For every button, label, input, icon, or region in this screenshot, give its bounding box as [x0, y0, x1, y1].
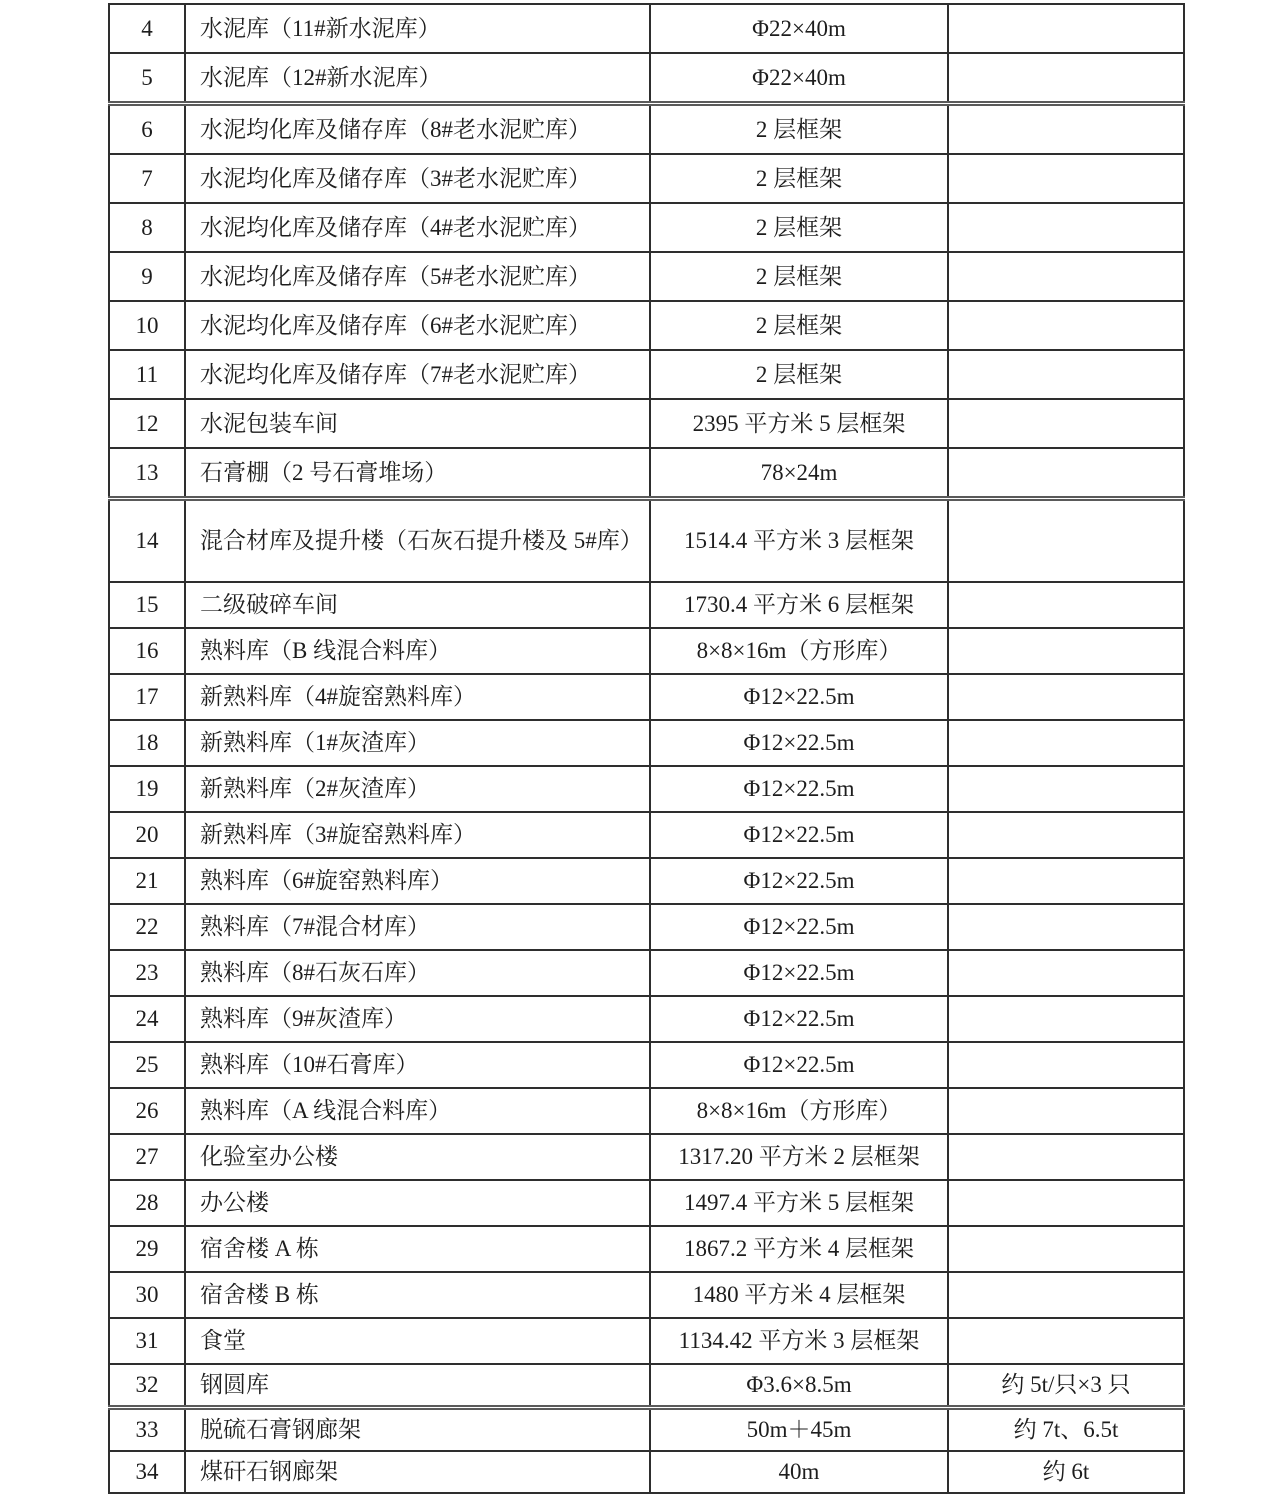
- table-row: [109, 252, 1184, 301]
- building-name-cell: 水泥均化库及储存库（5#老水泥贮库）: [185, 252, 650, 301]
- spec-cell: 2 层框架: [650, 203, 948, 252]
- note-cell: [948, 448, 1184, 499]
- building-name-cell: 煤矸石钢廊架: [185, 1451, 650, 1493]
- row-number-cell: 17: [109, 674, 185, 720]
- table-row: [109, 1088, 1184, 1134]
- table-row: [109, 1451, 1184, 1493]
- note-cell: [948, 252, 1184, 301]
- building-name-cell: 食堂: [185, 1318, 650, 1364]
- note-cell: [948, 950, 1184, 996]
- table-row: [109, 996, 1184, 1042]
- building-name-cell: 水泥均化库及储存库（4#老水泥贮库）: [185, 203, 650, 252]
- spec-cell: Φ22×40m: [650, 53, 948, 104]
- spec-cell: Φ12×22.5m: [650, 858, 948, 904]
- building-name-cell: 新熟料库（2#灰渣库）: [185, 766, 650, 812]
- building-name-cell: 宿舍楼 A 栋: [185, 1226, 650, 1272]
- spec-cell: 2 层框架: [650, 350, 948, 399]
- spec-cell: Φ12×22.5m: [650, 674, 948, 720]
- note-cell: [948, 301, 1184, 350]
- building-name-cell: 石膏棚（2 号石膏堆场）: [185, 448, 650, 499]
- building-name-cell: 水泥库（11#新水泥库）: [185, 4, 650, 53]
- row-number-cell: 14: [109, 499, 185, 583]
- spec-cell: 40m: [650, 1451, 948, 1493]
- table-row: [109, 1226, 1184, 1272]
- note-cell: [948, 4, 1184, 53]
- note-cell: [948, 674, 1184, 720]
- row-number-cell: 11: [109, 350, 185, 399]
- building-name-cell: 宿舍楼 B 栋: [185, 1272, 650, 1318]
- table-row: [109, 499, 1184, 583]
- note-cell: [948, 1226, 1184, 1272]
- spec-cell: Φ12×22.5m: [650, 904, 948, 950]
- spec-cell: 2 层框架: [650, 154, 948, 203]
- building-name-cell: 脱硫石膏钢廊架: [185, 1408, 650, 1452]
- building-name-cell: 水泥库（12#新水泥库）: [185, 53, 650, 104]
- spec-cell: 1514.4 平方米 3 层框架: [650, 499, 948, 583]
- spec-cell: 1480 平方米 4 层框架: [650, 1272, 948, 1318]
- row-number-cell: 27: [109, 1134, 185, 1180]
- table-row: [109, 1042, 1184, 1088]
- building-name-cell: 化验室办公楼: [185, 1134, 650, 1180]
- table-row: [109, 1318, 1184, 1364]
- spec-cell: 50m＋45m: [650, 1408, 948, 1452]
- building-name-cell: 熟料库（7#混合材库）: [185, 904, 650, 950]
- building-name-cell: 混合材库及提升楼（石灰石提升楼及 5#库）: [185, 499, 650, 583]
- table-row: [109, 53, 1184, 104]
- spec-cell: Φ12×22.5m: [650, 1042, 948, 1088]
- building-name-cell: 水泥均化库及储存库（6#老水泥贮库）: [185, 301, 650, 350]
- table-row: [109, 1364, 1184, 1408]
- building-name-cell: 熟料库（8#石灰石库）: [185, 950, 650, 996]
- spec-cell: 1867.2 平方米 4 层框架: [650, 1226, 948, 1272]
- note-cell: 约 6t: [948, 1451, 1184, 1493]
- building-name-cell: 水泥均化库及储存库（7#老水泥贮库）: [185, 350, 650, 399]
- row-number-cell: 22: [109, 904, 185, 950]
- note-cell: [948, 499, 1184, 583]
- row-number-cell: 32: [109, 1364, 185, 1408]
- note-cell: [948, 1134, 1184, 1180]
- spec-cell: Φ3.6×8.5m: [650, 1364, 948, 1408]
- note-cell: [948, 154, 1184, 203]
- note-cell: [948, 858, 1184, 904]
- row-number-cell: 10: [109, 301, 185, 350]
- table-row: [109, 628, 1184, 674]
- row-number-cell: 18: [109, 720, 185, 766]
- note-cell: [948, 582, 1184, 628]
- table-row: [109, 154, 1184, 203]
- note-cell: [948, 53, 1184, 104]
- spec-cell: 8×8×16m（方形库）: [650, 628, 948, 674]
- table-row: [109, 720, 1184, 766]
- building-name-cell: 二级破碎车间: [185, 582, 650, 628]
- table-row: [109, 4, 1184, 53]
- table-row: [109, 674, 1184, 720]
- table-row: [109, 1134, 1184, 1180]
- row-number-cell: 16: [109, 628, 185, 674]
- row-number-cell: 4: [109, 4, 185, 53]
- note-cell: [948, 1180, 1184, 1226]
- building-name-cell: 熟料库（6#旋窑熟料库）: [185, 858, 650, 904]
- row-number-cell: 7: [109, 154, 185, 203]
- table-row: [109, 858, 1184, 904]
- note-cell: [948, 350, 1184, 399]
- spec-cell: Φ12×22.5m: [650, 720, 948, 766]
- table-row: [109, 203, 1184, 252]
- spec-cell: 1497.4 平方米 5 层框架: [650, 1180, 948, 1226]
- building-name-cell: 水泥均化库及储存库（3#老水泥贮库）: [185, 154, 650, 203]
- row-number-cell: 13: [109, 448, 185, 499]
- row-number-cell: 28: [109, 1180, 185, 1226]
- spec-cell: 8×8×16m（方形库）: [650, 1088, 948, 1134]
- row-number-cell: 31: [109, 1318, 185, 1364]
- table-body: [109, 4, 1184, 1493]
- table-row: [109, 812, 1184, 858]
- spec-cell: Φ12×22.5m: [650, 950, 948, 996]
- row-number-cell: 25: [109, 1042, 185, 1088]
- spec-cell: 1730.4 平方米 6 层框架: [650, 582, 948, 628]
- note-cell: [948, 766, 1184, 812]
- row-number-cell: 15: [109, 582, 185, 628]
- table-row: [109, 1272, 1184, 1318]
- table-row: [109, 399, 1184, 448]
- building-structures-table: [108, 3, 1185, 1494]
- building-name-cell: 熟料库（B 线混合料库）: [185, 628, 650, 674]
- row-number-cell: 24: [109, 996, 185, 1042]
- note-cell: [948, 1088, 1184, 1134]
- row-number-cell: 9: [109, 252, 185, 301]
- row-number-cell: 5: [109, 53, 185, 104]
- spec-cell: Φ12×22.5m: [650, 766, 948, 812]
- note-cell: [948, 1272, 1184, 1318]
- row-number-cell: 26: [109, 1088, 185, 1134]
- building-name-cell: 熟料库（9#灰渣库）: [185, 996, 650, 1042]
- note-cell: [948, 812, 1184, 858]
- building-name-cell: 钢圆库: [185, 1364, 650, 1408]
- building-name-cell: 熟料库（10#石膏库）: [185, 1042, 650, 1088]
- spec-cell: 2 层框架: [650, 104, 948, 155]
- spec-cell: Φ12×22.5m: [650, 996, 948, 1042]
- table-row: [109, 448, 1184, 499]
- table-row: [109, 582, 1184, 628]
- table-row: [109, 766, 1184, 812]
- row-number-cell: 20: [109, 812, 185, 858]
- building-name-cell: 办公楼: [185, 1180, 650, 1226]
- note-cell: [948, 1042, 1184, 1088]
- building-name-cell: 熟料库（A 线混合料库）: [185, 1088, 650, 1134]
- row-number-cell: 12: [109, 399, 185, 448]
- table-row: [109, 104, 1184, 155]
- table-row: [109, 904, 1184, 950]
- note-cell: [948, 104, 1184, 155]
- note-cell: [948, 203, 1184, 252]
- note-cell: [948, 720, 1184, 766]
- note-cell: [948, 399, 1184, 448]
- spec-cell: 1317.20 平方米 2 层框架: [650, 1134, 948, 1180]
- note-cell: [948, 904, 1184, 950]
- table-row: [109, 1408, 1184, 1452]
- spec-cell: 2 层框架: [650, 252, 948, 301]
- note-cell: 约 7t、6.5t: [948, 1408, 1184, 1452]
- spec-cell: 2395 平方米 5 层框架: [650, 399, 948, 448]
- building-name-cell: 新熟料库（3#旋窑熟料库）: [185, 812, 650, 858]
- note-cell: [948, 1318, 1184, 1364]
- spec-cell: Φ22×40m: [650, 4, 948, 53]
- building-name-cell: 新熟料库（4#旋窑熟料库）: [185, 674, 650, 720]
- building-name-cell: 水泥均化库及储存库（8#老水泥贮库）: [185, 104, 650, 155]
- row-number-cell: 6: [109, 104, 185, 155]
- note-cell: 约 5t/只×3 只: [948, 1364, 1184, 1408]
- spec-cell: 2 层框架: [650, 301, 948, 350]
- spec-cell: 1134.42 平方米 3 层框架: [650, 1318, 948, 1364]
- table-row: [109, 1180, 1184, 1226]
- building-name-cell: 水泥包装车间: [185, 399, 650, 448]
- row-number-cell: 19: [109, 766, 185, 812]
- row-number-cell: 34: [109, 1451, 185, 1493]
- spec-cell: 78×24m: [650, 448, 948, 499]
- table-row: [109, 950, 1184, 996]
- row-number-cell: 33: [109, 1408, 185, 1452]
- row-number-cell: 8: [109, 203, 185, 252]
- table-row: [109, 301, 1184, 350]
- note-cell: [948, 996, 1184, 1042]
- spec-cell: Φ12×22.5m: [650, 812, 948, 858]
- row-number-cell: 30: [109, 1272, 185, 1318]
- row-number-cell: 23: [109, 950, 185, 996]
- note-cell: [948, 628, 1184, 674]
- table-row: [109, 350, 1184, 399]
- building-name-cell: 新熟料库（1#灰渣库）: [185, 720, 650, 766]
- row-number-cell: 29: [109, 1226, 185, 1272]
- row-number-cell: 21: [109, 858, 185, 904]
